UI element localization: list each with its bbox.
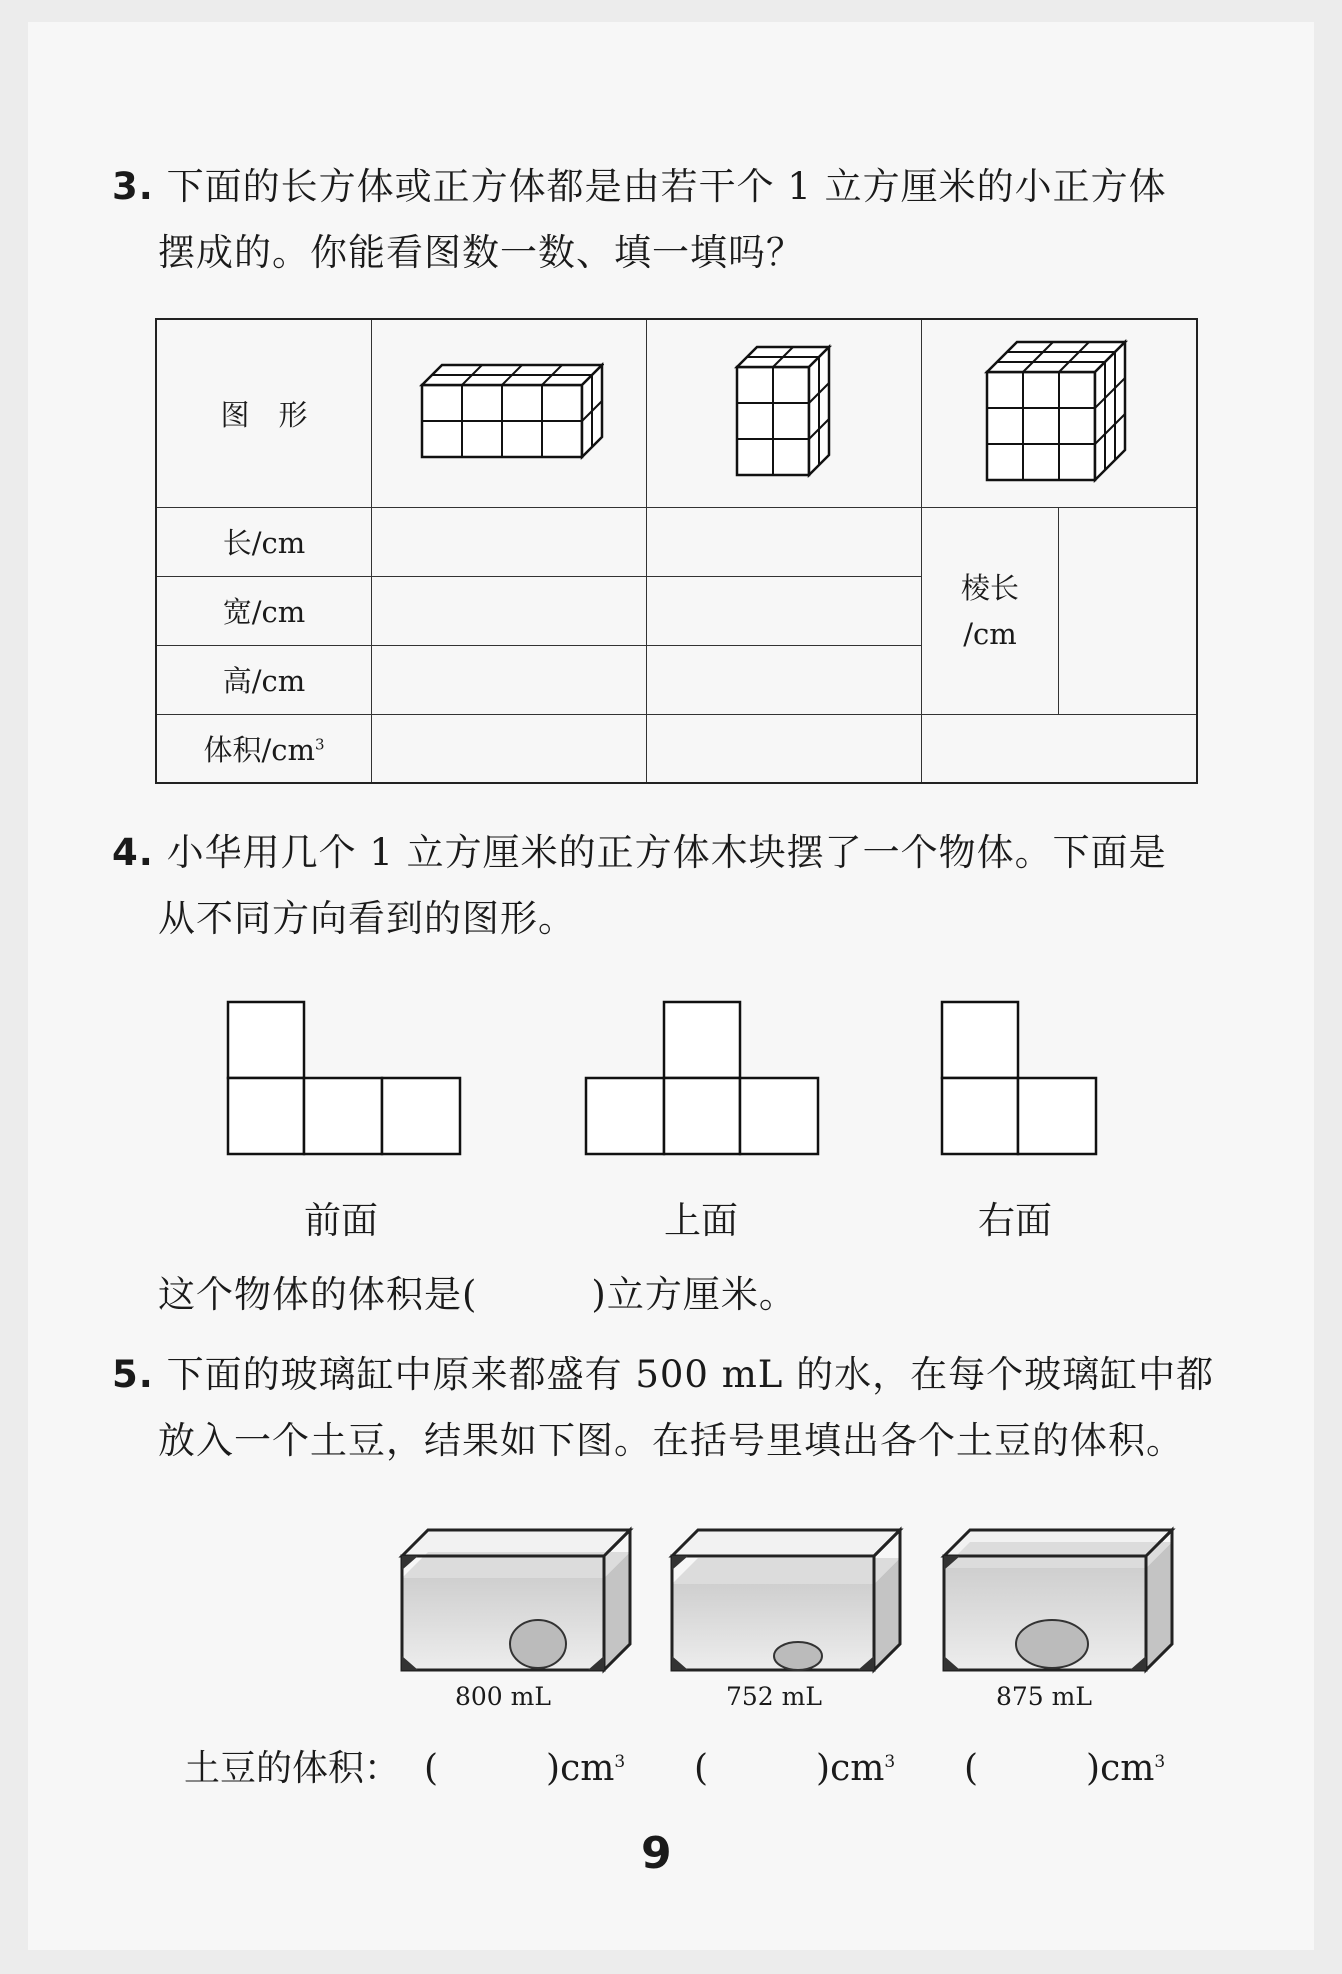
front-view-label: 前面 xyxy=(304,1199,378,1242)
potato-volume-blank-2[interactable] xyxy=(694,1740,895,1791)
q3-line2-text: 摆成的。你能看图数一数、填一填吗？ xyxy=(158,231,804,274)
potato-volume-label: 土豆的体积： xyxy=(184,1748,401,1789)
blank-2-exp: 3 xyxy=(884,1752,896,1772)
cube-3x3x3-figure xyxy=(979,330,1139,490)
tank-2-reading: 752 mL xyxy=(726,1682,822,1711)
q5-line2-text: 放入一个土豆，结果如下图。在括号里填出各个土豆的体积。 xyxy=(158,1419,1184,1462)
answer-volume-1[interactable] xyxy=(372,714,647,783)
row-label-length xyxy=(156,507,372,576)
potato-volume-blank-3[interactable] xyxy=(964,1740,1165,1791)
blank-1-text: ( )cm xyxy=(424,1748,615,1789)
answer-edge-length[interactable] xyxy=(1059,507,1198,714)
edge-label-cell xyxy=(922,507,1059,714)
width-label: 宽/cm xyxy=(222,595,306,629)
tank-2-figure xyxy=(668,1516,904,1676)
q3-text xyxy=(112,154,1167,220)
q5-line2 xyxy=(158,1408,1184,1474)
edge-label: 棱长 xyxy=(960,570,1019,605)
q5-line1: 下面的玻璃缸中原来都盛有 500 mL 的水，在每个玻璃缸中都 xyxy=(166,1353,1215,1396)
answer-length-2[interactable] xyxy=(647,507,922,576)
answer-width-2[interactable] xyxy=(647,576,922,645)
table-header-figure xyxy=(156,319,372,507)
q3-line1: 下面的长方体或正方体都是由若干个 1 立方厘米的小正方体 xyxy=(166,165,1167,208)
edge-unit: /cm xyxy=(963,616,1017,651)
answer-width-1[interactable] xyxy=(372,576,647,645)
top-view-figure xyxy=(584,1000,820,1156)
potato-volume-blank-1[interactable] xyxy=(424,1740,625,1791)
figure-cell-1 xyxy=(372,319,647,507)
cuboid-4x2x2-figure xyxy=(414,355,604,465)
q4-question xyxy=(158,1262,797,1328)
front-view-figure xyxy=(226,1000,462,1156)
answer-length-1[interactable] xyxy=(372,507,647,576)
q4-line2 xyxy=(158,886,576,952)
blank-3-text: ( )cm xyxy=(964,1748,1155,1789)
figure-cell-3 xyxy=(922,319,1198,507)
row-label-width xyxy=(156,576,372,645)
answer-height-2[interactable] xyxy=(647,645,922,714)
answer-volume-2[interactable] xyxy=(647,714,922,783)
volume-exponent: 3 xyxy=(314,735,325,754)
q4-question-text: 这个物体的体积是( )立方厘米。 xyxy=(158,1273,797,1316)
q4-number: 4. xyxy=(112,831,154,874)
tank-3-reading: 875 mL xyxy=(996,1682,1092,1711)
q4-text xyxy=(112,820,1167,886)
right-view-figure xyxy=(940,1000,1098,1156)
length-label: 长/cm xyxy=(222,526,306,560)
q5-number: 5. xyxy=(112,1353,154,1396)
q3-number: 3. xyxy=(112,165,154,208)
blank-3-exp: 3 xyxy=(1154,1752,1166,1772)
q3-line2 xyxy=(158,220,804,286)
top-view-label: 上面 xyxy=(664,1199,738,1242)
row-label-height xyxy=(156,645,372,714)
answer-height-1[interactable] xyxy=(372,645,647,714)
cuboid-2x2x3-figure xyxy=(729,335,839,485)
q3-table xyxy=(155,318,1198,784)
header-label: 图 形 xyxy=(220,397,308,432)
tank-3-figure xyxy=(940,1516,1176,1676)
blank-1-exp: 3 xyxy=(614,1752,626,1772)
tank-1-figure xyxy=(398,1516,634,1676)
q4-line1: 小华用几个 1 立方厘米的正方体木块摆了一个物体。下面是 xyxy=(166,831,1167,874)
q4-line2-text: 从不同方向看到的图形。 xyxy=(158,897,576,940)
right-view-label: 右面 xyxy=(978,1199,1052,1242)
tank-1-reading: 800 mL xyxy=(455,1682,551,1711)
row-label-volume xyxy=(156,714,372,783)
q5-text xyxy=(112,1342,1214,1408)
height-label: 高/cm xyxy=(222,664,306,698)
answer-volume-3[interactable] xyxy=(922,714,1198,783)
blank-2-text: ( )cm xyxy=(694,1748,885,1789)
figure-cell-2 xyxy=(647,319,922,507)
volume-label: 体积/cm xyxy=(203,732,315,767)
page-number: 9 xyxy=(641,1828,672,1879)
